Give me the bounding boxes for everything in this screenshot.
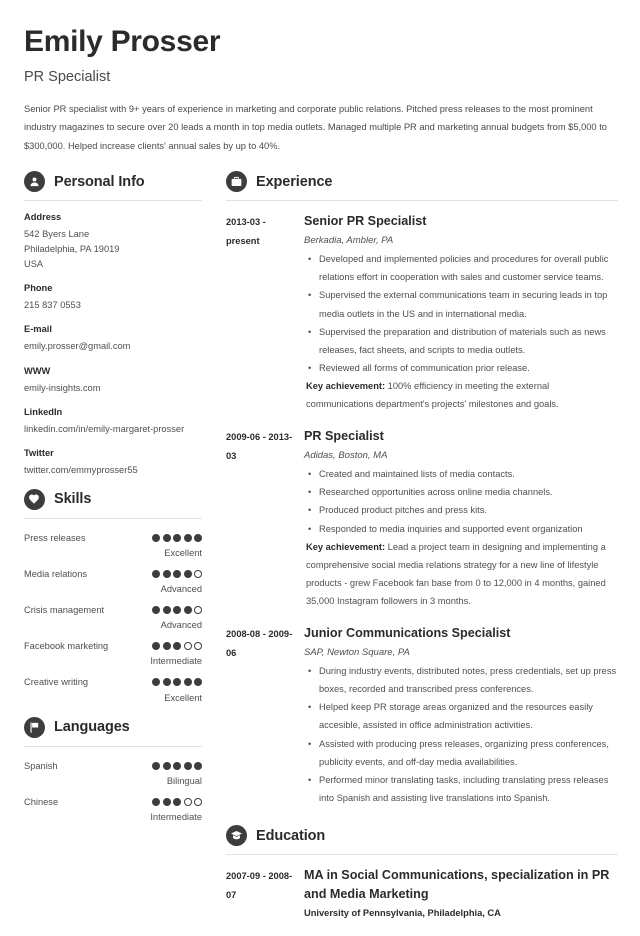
- language-name: Chinese: [24, 796, 59, 807]
- info-value-website[interactable]: emily-insights.com: [24, 382, 101, 393]
- experience-entry: [226, 427, 618, 610]
- skill-item: [24, 530, 202, 558]
- experience-organization: Adidas, Boston, MA: [304, 450, 388, 462]
- skill-item: [24, 638, 202, 666]
- key-achievement-label: Key achievement:: [306, 541, 386, 552]
- bullet-item: • Produced product pitches and press kits.: [306, 501, 618, 519]
- languages-list: [24, 758, 202, 822]
- rating-dot-filled: [163, 678, 171, 686]
- bullet-item: • Developed and implemented policies and procedures for overall public relations effort in cooperation with sales and customer service teams.: [306, 250, 618, 286]
- section-title-experience: Experience: [256, 173, 333, 190]
- skill-level: Excellent: [164, 547, 202, 558]
- bullet-item: • Assisted with producing press releases, organizing press conferences, publicity events, and off-day media availabilities.: [306, 735, 618, 771]
- rating-dot-empty: [194, 798, 202, 806]
- rating-dot-empty: [194, 606, 202, 614]
- divider-skills: [24, 518, 202, 519]
- skill-name: Creative writing: [24, 677, 89, 688]
- education-degree: MA in Social Communications, specialization in PR and Media Marketing: [304, 868, 610, 901]
- experience-title: Junior Communications Specialist: [304, 626, 511, 641]
- experience-bullets: [306, 250, 618, 377]
- rating-dot-filled: [163, 762, 171, 770]
- info-block: [24, 283, 202, 313]
- skill-level: Advanced: [160, 620, 202, 631]
- key-achievement-text: 100% efficiency in meeting the external communications department's projects' milestones and goals.: [306, 381, 559, 410]
- language-level: Bilingual: [166, 775, 202, 786]
- rating-dot-filled: [184, 762, 192, 770]
- briefcase-icon: [226, 171, 247, 192]
- info-value: USA: [24, 259, 44, 270]
- section-header-languages: [24, 717, 202, 746]
- language-item: [24, 758, 202, 786]
- rating-dot-empty: [194, 642, 202, 650]
- section-header-education: [226, 825, 618, 854]
- divider-education: [226, 854, 618, 855]
- skill-level: Advanced: [160, 584, 202, 595]
- skills-list: [24, 530, 202, 703]
- skill-level: Intermediate: [150, 656, 202, 667]
- rating-dot-filled: [184, 570, 192, 578]
- graduation-cap-icon: [226, 825, 247, 846]
- divider-languages: [24, 746, 202, 747]
- info-value: Philadelphia, PA 19019: [24, 244, 120, 255]
- experience-dates: 2013-03 - present: [226, 217, 266, 247]
- sidebar-column: [24, 171, 202, 830]
- education-entry: [226, 866, 618, 922]
- experience-entry: [226, 212, 618, 413]
- rating-dot-filled: [184, 534, 192, 542]
- rating-dot-empty: [184, 798, 192, 806]
- candidate-job-title: PR Specialist: [24, 68, 111, 85]
- section-title-personal-info: Personal Info: [54, 173, 145, 190]
- rating-dot-filled: [152, 570, 160, 578]
- info-block: [24, 324, 202, 354]
- rating-dot-filled: [173, 678, 181, 686]
- rating-dot-filled: [152, 678, 160, 686]
- section-experience: [226, 171, 618, 807]
- experience-dates: 2008-08 - 2009-06: [226, 629, 293, 659]
- key-achievement-text: Lead a project team in designing and implementing a comprehensive social media relations strategy for a new line of lifestyle products - grew Facebook fan base from 0 to 12,000 in 4 months, gained 35,000 Instagram followers in 3 months.: [306, 541, 606, 607]
- language-rating-dots: [152, 794, 202, 806]
- rating-dot-filled: [152, 606, 160, 614]
- info-label: Address: [24, 212, 62, 223]
- section-title-education: Education: [256, 827, 326, 844]
- skill-item: [24, 566, 202, 594]
- personal-info-list: [24, 212, 202, 477]
- info-label: Phone: [24, 283, 53, 294]
- section-title-languages: Languages: [54, 719, 130, 736]
- bullet-item: • Performed minor translating tasks, including translating press releases into Spanish and assisting live translations into Spanish.: [306, 771, 618, 807]
- bullet-item: • During industry events, distributed notes, press credentials, set up press boxes, recorded and transcribed press conferences.: [306, 662, 618, 698]
- main-column: [202, 171, 618, 936]
- rating-dot-filled: [173, 570, 181, 578]
- experience-entry: [226, 624, 618, 807]
- skill-rating-dots: [152, 638, 202, 650]
- flag-icon: [24, 717, 45, 738]
- bullet-item: • Helped keep PR storage areas organized and the resources easily accesible, assisted in office administration activities.: [306, 698, 618, 734]
- experience-key-achievement: [306, 377, 618, 413]
- info-block: [24, 212, 202, 272]
- info-value: 542 Byers Lane: [24, 229, 90, 240]
- rating-dot-filled: [163, 606, 171, 614]
- rating-dot-filled: [152, 534, 160, 542]
- section-header-skills: [24, 489, 202, 518]
- experience-key-achievement: [306, 538, 618, 611]
- section-title-skills: Skills: [54, 491, 92, 508]
- experience-dates: 2009-06 - 2013-03: [226, 432, 293, 462]
- rating-dot-empty: [194, 570, 202, 578]
- info-value-twitter[interactable]: twitter.com/emmyprosser55: [24, 464, 138, 475]
- skill-level: Excellent: [164, 692, 202, 703]
- skill-item: [24, 674, 202, 702]
- rating-dot-filled: [173, 642, 181, 650]
- info-label: Twitter: [24, 447, 54, 458]
- bullet-item: • Reviewed all forms of communication prior release.: [306, 359, 618, 377]
- info-value-linkedin[interactable]: linkedin.com/in/emily-margaret-prosser: [24, 423, 185, 434]
- info-value: 215 837 0553: [24, 300, 81, 311]
- skill-rating-dots: [152, 602, 202, 614]
- professional-summary: Senior PR specialist with 9+ years of experience in marketing and corporate public relations. Pitched press releases to the most prominent industry magazines to secure over 20 leads a month in top media outlets. Managed multiple PR and marketing annual budgets from $5,000 to $300,000. Helped increase clients' annual sales by up to 40%.: [24, 103, 607, 151]
- skill-name: Press releases: [24, 532, 86, 543]
- experience-title: Senior PR Specialist: [304, 214, 427, 229]
- skill-name: Crisis management: [24, 605, 105, 616]
- bullet-item: • Responded to media inquiries and supported event organization: [306, 520, 618, 538]
- section-header-experience: [226, 171, 618, 200]
- rating-dot-filled: [163, 534, 171, 542]
- rating-dot-filled: [194, 534, 202, 542]
- rating-dot-filled: [152, 798, 160, 806]
- skill-name: Facebook marketing: [24, 641, 109, 652]
- education-dates: 2007-09 - 2008-07: [226, 871, 293, 901]
- candidate-name: Emily Prosser: [24, 25, 221, 58]
- section-languages: [24, 717, 202, 822]
- section-education: [226, 825, 618, 922]
- skill-name: Media relations: [24, 568, 88, 579]
- rating-dot-filled: [194, 678, 202, 686]
- key-achievement-label: Key achievement:: [306, 381, 386, 392]
- rating-dot-filled: [173, 798, 181, 806]
- language-item: [24, 794, 202, 822]
- rating-dot-filled: [163, 570, 171, 578]
- experience-organization: SAP, Newton Square, PA: [304, 647, 410, 659]
- skill-rating-dots: [152, 674, 202, 686]
- rating-dot-empty: [184, 642, 192, 650]
- heart-hand-icon: [24, 489, 45, 510]
- info-block: [24, 407, 202, 437]
- rating-dot-filled: [173, 762, 181, 770]
- experience-bullets: [306, 465, 618, 538]
- skill-rating-dots: [152, 530, 202, 542]
- info-block: [24, 366, 202, 396]
- bullet-item: • Created and maintained lists of media contacts.: [306, 465, 618, 483]
- skill-rating-dots: [152, 566, 202, 578]
- experience-organization: Berkadia, Ambler, PA: [304, 235, 394, 247]
- rating-dot-filled: [152, 762, 160, 770]
- info-label: WWW: [24, 365, 51, 376]
- rating-dot-filled: [152, 642, 160, 650]
- resume-body: [24, 171, 618, 936]
- section-personal-info: [24, 171, 202, 477]
- rating-dot-filled: [173, 606, 181, 614]
- info-label: LinkedIn: [24, 406, 63, 417]
- rating-dot-filled: [194, 762, 202, 770]
- user-icon: [24, 171, 45, 192]
- rating-dot-filled: [163, 642, 171, 650]
- rating-dot-filled: [184, 606, 192, 614]
- info-block: [24, 448, 202, 478]
- section-skills: [24, 489, 202, 703]
- info-value-email[interactable]: emily.prosser@gmail.com: [24, 341, 131, 352]
- language-level: Intermediate: [150, 811, 202, 822]
- experience-bullets: [306, 662, 618, 807]
- rating-dot-filled: [184, 678, 192, 686]
- section-header-personal-info: [24, 171, 202, 200]
- language-name: Spanish: [24, 760, 58, 771]
- divider-experience: [226, 200, 618, 201]
- divider-personal-info: [24, 200, 202, 201]
- experience-title: PR Specialist: [304, 429, 384, 444]
- bullet-item: • Supervised the external communications team in securing leads in top media outlets in the US and in international media.: [306, 286, 618, 322]
- skill-item: [24, 602, 202, 630]
- resume-header: [24, 26, 618, 155]
- info-label: E-mail: [24, 324, 52, 335]
- rating-dot-filled: [163, 798, 171, 806]
- bullet-item: • Researched opportunities across online media channels.: [306, 483, 618, 501]
- education-institution: University of Pennsylvania, Philadelphia, CA: [304, 907, 501, 918]
- rating-dot-filled: [173, 534, 181, 542]
- language-rating-dots: [152, 758, 202, 770]
- bullet-item: • Supervised the preparation and distribution of materials such as news releases, fact sheets, and scripts to media outlets.: [306, 323, 618, 359]
